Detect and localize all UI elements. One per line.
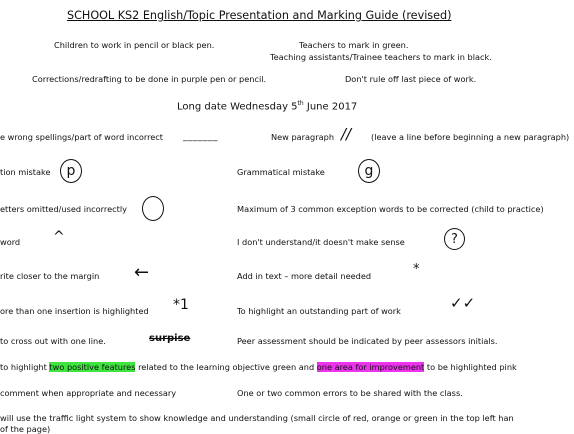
empty-circle-symbol (142, 196, 164, 221)
row-errors-text: One or two common errors to be shared with the class. (237, 388, 463, 398)
row-spelling-text: e wrong spellings/part of word incorrect (0, 132, 164, 142)
struck-word-example: surpise (149, 333, 191, 344)
row-exceptions-text: Maximum of 3 common exception words to be corrected (child to practice) (237, 204, 544, 214)
left-arrow-symbol: ← (134, 262, 150, 283)
date-suffix: June 2017 (303, 101, 358, 113)
note-ta-black: Teaching assistants/Trainee teachers to mark in black. (270, 52, 492, 62)
row-comment-text: comment when appropriate and necessary (0, 388, 177, 398)
note-teachers-green: Teachers to mark in green. (299, 40, 409, 50)
row-peer-text: Peer assessment should be indicated by peer assessors initials. (237, 336, 498, 346)
row-new-paragraph-note: (leave a line before beginning a new paragraph) (371, 132, 570, 142)
row-letters-text: etters omitted/used incorrectly (0, 204, 127, 214)
traffic-light-line-1: will use the traffic light system to show knowledge and understanding (small circle of red, orange or green in the top left han (0, 413, 514, 423)
row-insertion-text: ore than one insertion is highlighted (0, 306, 149, 316)
row-punctuation-text: tion mistake (0, 167, 51, 177)
double-tick-symbol: ✓✓ (450, 294, 476, 312)
caret-symbol: ^ (53, 229, 65, 245)
question-circle-symbol: ? (444, 228, 465, 250)
row-new-paragraph-text: New paragraph (271, 132, 335, 142)
row-margin-text: rite closer to the margin (0, 271, 100, 281)
highlight-mid: related to the learning objective green and (135, 362, 317, 372)
page-title: SCHOOL KS2 English/Topic Presentation and Marking Guide (revised) (67, 9, 452, 22)
long-date (177, 99, 357, 112)
note-pencil: Children to work in pencil or black pen. (54, 40, 215, 50)
traffic-light-line-2: of the page) (0, 424, 51, 434)
pink-highlight: one area for improvement (316, 362, 425, 372)
note-corrections: Corrections/redrafting to be done in purple pen or pencil. (32, 74, 267, 84)
row-word-text: word (0, 237, 21, 247)
highlight-post: to be highlighted pink (424, 362, 517, 372)
asterisk-symbol: * (413, 262, 420, 277)
new-paragraph-symbol: // (341, 125, 352, 143)
date-prefix: Long date Wednesday 5 (177, 101, 298, 113)
row-cross-out-text: to cross out with one line. (0, 336, 106, 346)
highlight-pre: to highlight (0, 362, 50, 372)
row-understand-text: I don't understand/it doesn't make sense (237, 237, 405, 247)
green-highlight: two positive features (49, 362, 136, 372)
asterisk-one-symbol: *1 (173, 297, 189, 313)
grammar-circle-symbol: g (358, 159, 380, 183)
punctuation-circle-symbol: p (60, 159, 82, 183)
note-rule-off: Don't rule off last piece of work. (345, 74, 477, 84)
row-add-text-text: Add in text – more detail needed (237, 271, 372, 281)
date-sup: th (297, 100, 304, 107)
underline-symbol: _______ (183, 132, 218, 142)
row-grammar-text: Grammatical mistake (237, 167, 325, 177)
highlight-line (0, 362, 517, 372)
row-outstanding-text: To highlight an outstanding part of work (237, 306, 401, 316)
